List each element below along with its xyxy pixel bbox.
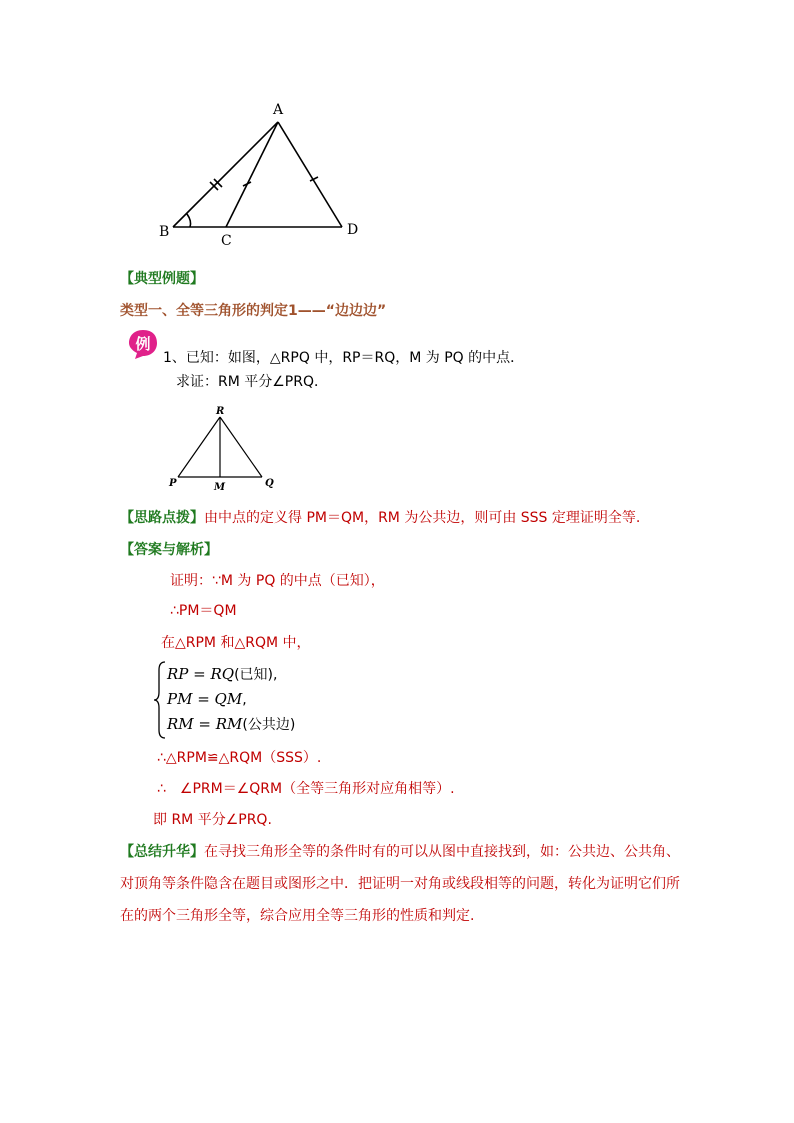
figure-triangle-abd [150,95,370,255]
system-row-3-math: RM = RM [167,715,243,733]
proof-line-1: 证明：∵M 为 PQ 的中点（已知）， [170,573,385,589]
system-brace [153,660,167,744]
system-row-1-note: (已知), [234,667,278,683]
segment-rp [178,417,220,477]
system-row-1 [167,664,277,685]
segment-ab [173,122,278,227]
label-c: C [221,233,232,249]
system-row-3 [167,714,295,735]
system-row-3-note: (公共边) [242,717,296,733]
label-q: Q [265,478,274,489]
segment-ac [226,122,278,227]
label-b: B [159,224,170,240]
system-row-2 [167,689,247,710]
label-d: D [347,222,359,238]
angle-mark-b [187,214,191,227]
label-m: M [214,482,226,493]
summary-row-1 [120,843,680,861]
proof-line-4: ∴△RPM≌△RQM（SSS）. [157,750,322,766]
proof-line-3: 在△RPM 和△RQM 中， [161,635,311,651]
hint-label: 【思路点拨】 [120,510,204,526]
answer-label: 【答案与解析】 [120,542,218,558]
label-p: P [169,478,177,489]
figure-triangle-abd-svg [150,95,370,255]
example-badge-icon [127,328,159,360]
problem-line-2: 求证：RM 平分∠PRQ． [176,374,328,390]
system-row-1-math: RP = RQ [167,665,235,683]
system-row-2-note: , [242,692,247,708]
hint-text: 由中点的定义得 PM＝QM，RM 为公共边，则可由 SSS 定理证明全等. [204,510,641,526]
segment-ad [278,122,342,227]
label-a: A [273,102,284,118]
figure-triangle-rpq-svg [165,402,285,494]
summary-line-3: 在的两个三角形全等，综合应用全等三角形的性质和判定. [120,908,475,924]
section-header: 【典型例题】 [120,271,204,287]
hint-row [120,509,640,527]
example-badge-label: 例 [135,335,151,353]
summary-line-2: 对顶角等条件隐含在题目或图形之中．把证明一对角或线段相等的问题，转化为证明它们所 [120,876,680,892]
brace-icon [153,660,167,740]
proof-line-2: ∴PM＝QM [170,603,237,619]
proof-line-5: ∴ ∠PRM＝∠QRM（全等三角形对应角相等）. [157,781,455,797]
system-row-2-math: PM = QM [167,690,243,708]
summary-label: 【总结升华】 [120,844,204,860]
segment-rq [220,417,262,477]
proof-line-6: 即 RM 平分∠PRQ. [153,812,272,828]
type-heading: 类型一、全等三角形的判定1——“边边边” [120,303,387,319]
summary-line-1: 在寻找三角形全等的条件时有的可以从图中直接找到，如：公共边、公共角、 [204,844,680,860]
example-badge [127,328,159,360]
problem-line-1: 1、已知：如图，△RPQ 中，RP＝RQ，M 为 PQ 的中点． [163,350,525,366]
label-r: R [216,406,225,417]
figure-triangle-rpq [165,402,285,494]
